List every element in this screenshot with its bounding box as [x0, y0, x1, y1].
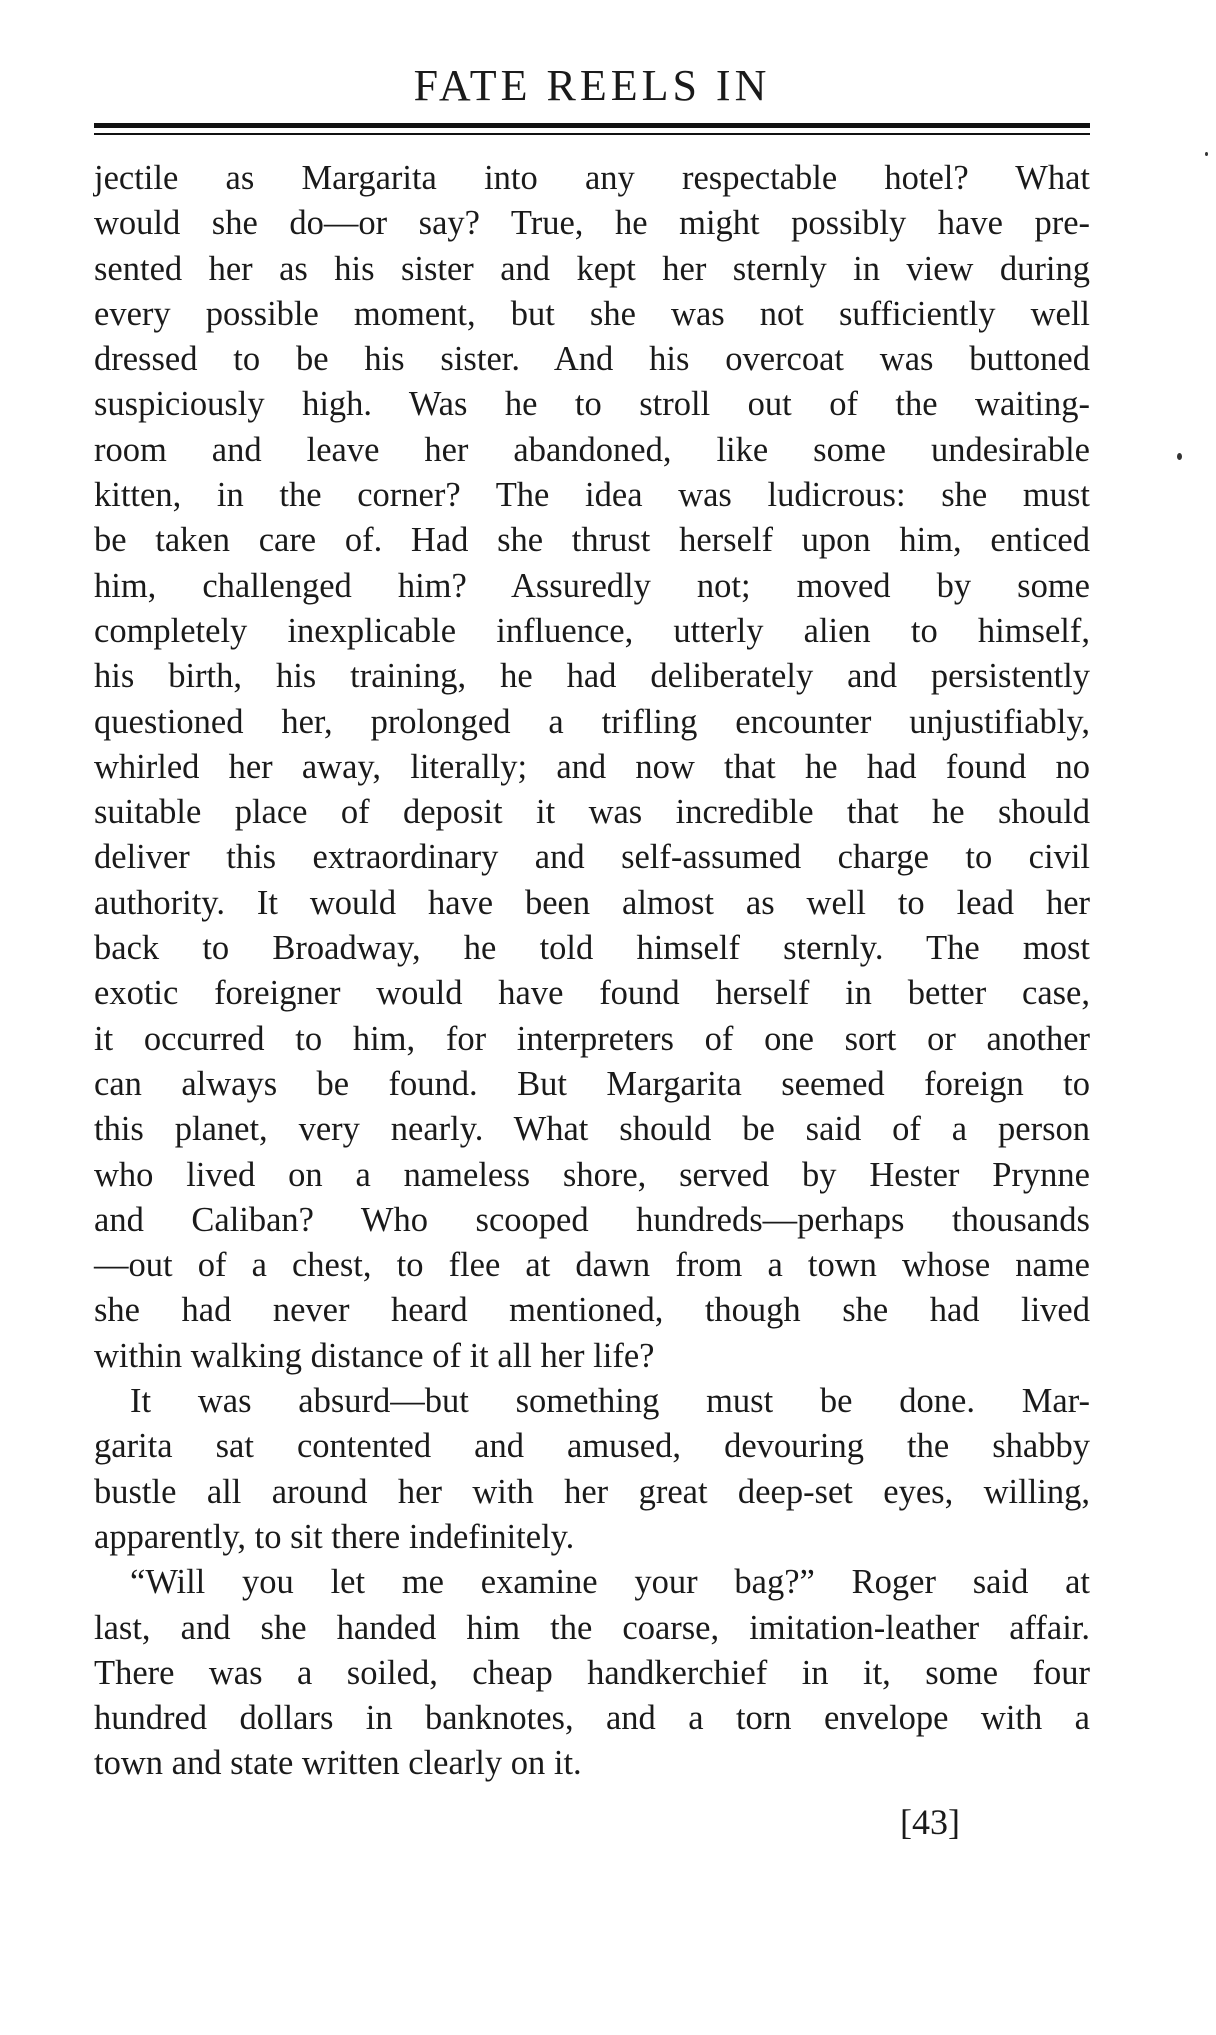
text-line: town and state written clearly on it.: [94, 1744, 582, 1783]
text-line: suspiciously high. Was he to stroll out of the waiting-: [94, 385, 1090, 424]
header-rule-thick: [94, 123, 1090, 128]
text-line: deliver this extraordinary and self-assumed charge to civil: [94, 838, 1090, 877]
text-line: kitten, in the corner? The idea was ludicrous: she must: [94, 476, 1090, 515]
text-line: she had never heard mentioned, though she had lived: [94, 1291, 1090, 1330]
text-line: it occurred to him, for interpreters of one sort or another: [94, 1019, 1090, 1058]
text-line: him, challenged him? Assuredly not; moved by some: [94, 566, 1090, 605]
text-line: room and leave her abandoned, like some undesirable: [94, 430, 1090, 469]
text-line: —out of a chest, to flee at dawn from a town whose name: [94, 1246, 1090, 1285]
paragraph: [94, 1560, 1090, 1786]
body-text: [94, 156, 1090, 1787]
running-head: FATE REELS IN: [413, 61, 771, 110]
paragraph: [94, 156, 1090, 1379]
text-line: last, and she handed him the coarse, imitation-leather affair.: [94, 1608, 1090, 1647]
text-line: jectile as Margarita into any respectable hotel? What: [94, 159, 1090, 197]
text-line: every possible moment, but she was not sufficiently well: [94, 294, 1090, 333]
margin-speck: [1205, 152, 1208, 156]
text-line: There was a soiled, cheap handkerchief in it, some four: [94, 1653, 1090, 1692]
margin-speck: [1177, 453, 1182, 460]
text-line: “Will you let me examine your bag?” Roger said at: [130, 1563, 1090, 1602]
text-line: apparently, to sit there indefinitely.: [94, 1517, 575, 1556]
header-rule-thin: [94, 133, 1090, 135]
text-line: hundred dollars in banknotes, and a torn envelope with a: [94, 1699, 1090, 1738]
text-line: It was absurd—but something must be done. Mar-: [130, 1382, 1090, 1421]
text-line: dressed to be his sister. And his overcoat was buttoned: [94, 340, 1090, 379]
text-line: can always be found. But Margarita seemed foreign to: [94, 1064, 1090, 1103]
text-line: completely inexplicable influence, utterly alien to himself,: [94, 611, 1090, 650]
text-line: questioned her, prolonged a trifling encounter unjustifiably,: [94, 702, 1090, 741]
text-line: his birth, his training, he had deliberately and persistently: [94, 657, 1090, 696]
text-line: garita sat contented and amused, devouring the shabby: [94, 1427, 1090, 1466]
text-line: within walking distance of it all her life?: [94, 1336, 655, 1375]
paragraph: [94, 1379, 1090, 1560]
text-line: who lived on a nameless shore, served by Hester Prynne: [94, 1155, 1090, 1194]
text-line: whirled her away, literally; and now that he had found no: [94, 747, 1090, 786]
text-line: sented her as his sister and kept her sternly in view during: [94, 249, 1090, 288]
text-line: would she do—or say? True, he might possibly have pre-: [94, 204, 1090, 243]
text-line: bustle all around her with her great deep-set eyes, willing,: [94, 1472, 1090, 1511]
text-line: back to Broadway, he told himself sternly. The most: [94, 929, 1090, 968]
text-line: exotic foreigner would have found herself in better case,: [94, 974, 1090, 1013]
text-line: authority. It would have been almost as well to lead her: [94, 883, 1090, 922]
text-line: and Caliban? Who scooped hundreds—perhaps thousands: [94, 1200, 1090, 1239]
text-line: this planet, very nearly. What should be said of a person: [94, 1110, 1090, 1149]
page-number: [43]: [900, 1802, 960, 1842]
text-line: suitable place of deposit it was incredible that he should: [94, 793, 1090, 832]
text-line: be taken care of. Had she thrust herself upon him, enticed: [94, 521, 1090, 560]
